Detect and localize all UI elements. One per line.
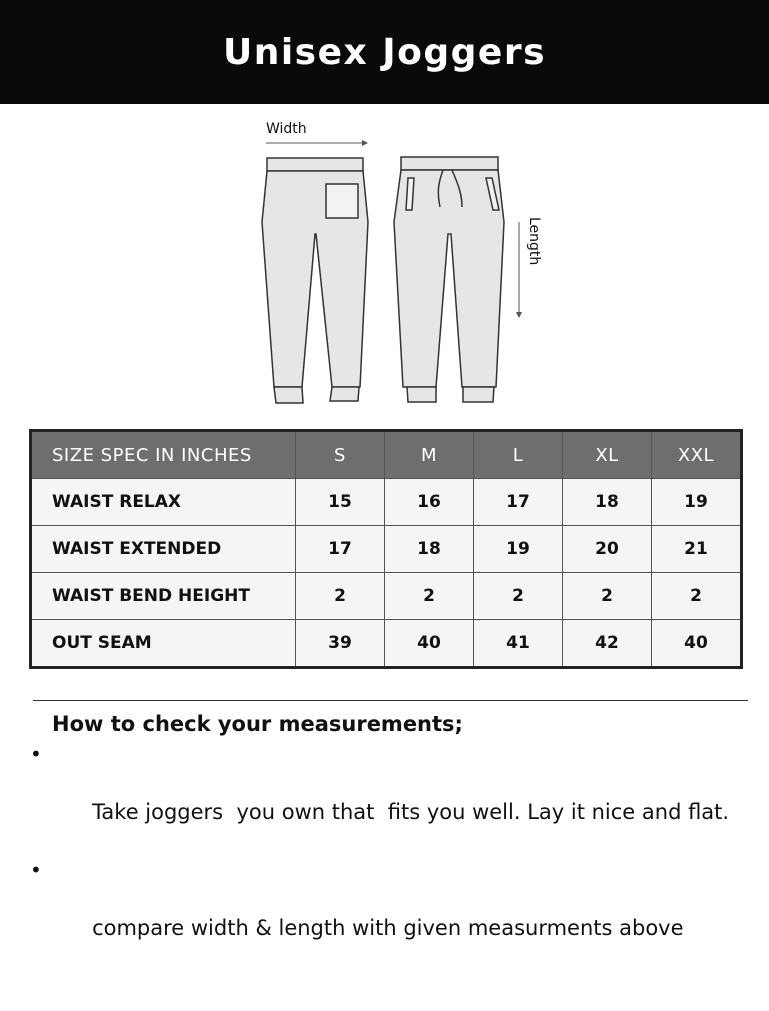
table-cell: 19 (474, 526, 563, 573)
width-label: Width (266, 121, 307, 137)
table-cell: 2 (385, 573, 474, 620)
joggers-front-view-icon (394, 157, 504, 402)
table-cell: 2 (652, 573, 742, 620)
size-chart-table (29, 429, 743, 669)
instructions-list (28, 740, 748, 972)
table-row (31, 526, 742, 573)
table-row (31, 620, 742, 668)
size-header-xl: XL (563, 431, 652, 479)
size-header-l: L (474, 431, 563, 479)
table-cell: 19 (652, 479, 742, 526)
page-title: Unisex Joggers (222, 31, 547, 73)
header-banner (0, 0, 769, 104)
length-label: Length (526, 217, 542, 266)
measurement-instructions (28, 712, 748, 972)
table-cell: 21 (652, 526, 742, 573)
table-cell: 20 (563, 526, 652, 573)
table-row (31, 573, 742, 620)
table-cell: 18 (563, 479, 652, 526)
instruction-text: compare width & length with given measurments above (92, 916, 684, 940)
table-cell: 40 (652, 620, 742, 668)
table-cell: 16 (385, 479, 474, 526)
row-label: WAIST RELAX (31, 479, 296, 526)
bullet-icon: • (30, 742, 42, 766)
row-label: WAIST EXTENDED (31, 526, 296, 573)
size-header-s: S (296, 431, 385, 479)
row-label: OUT SEAM (31, 620, 296, 668)
instruction-text: Take joggers you own that fits you well. Lay it nice and flat. (92, 800, 730, 824)
bullet-icon: • (30, 858, 42, 882)
joggers-diagram (240, 112, 560, 412)
size-header-m: M (385, 431, 474, 479)
table-cell: 2 (474, 573, 563, 620)
table-cell: 15 (296, 479, 385, 526)
table-cell: 18 (385, 526, 474, 573)
size-spec-header: SIZE SPEC IN INCHES (31, 431, 296, 479)
table-cell: 17 (296, 526, 385, 573)
table-cell: 17 (474, 479, 563, 526)
instructions-title: How to check your measurements; (52, 712, 463, 736)
table-header-row (31, 431, 742, 479)
table-cell: 2 (296, 573, 385, 620)
list-item (28, 740, 748, 856)
size-header-xxl: XXL (652, 431, 742, 479)
table-row (31, 479, 742, 526)
list-item (28, 856, 748, 972)
table-cell: 39 (296, 620, 385, 668)
joggers-back-view-icon (262, 158, 368, 403)
section-divider (33, 700, 748, 701)
table-cell: 2 (563, 573, 652, 620)
row-label: WAIST BEND HEIGHT (31, 573, 296, 620)
width-arrow-icon (266, 140, 368, 146)
table-cell: 41 (474, 620, 563, 668)
length-arrow-icon (516, 222, 522, 318)
table-cell: 40 (385, 620, 474, 668)
table-cell: 42 (563, 620, 652, 668)
